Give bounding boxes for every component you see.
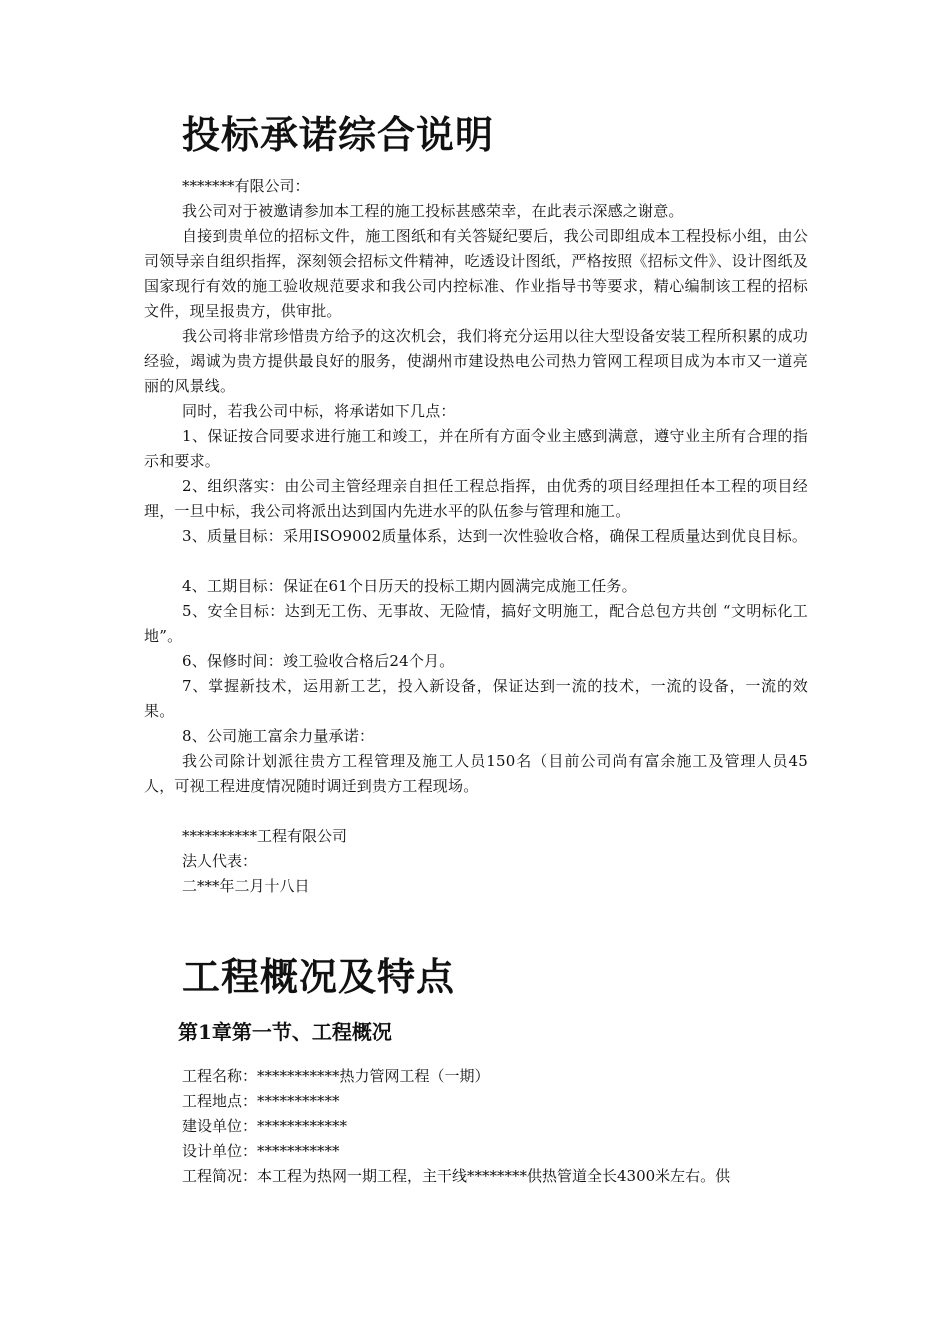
commitment-item-4: 4、工期目标：保证在61个日历天的投标工期内圆满完成施工任务。 (182, 577, 637, 595)
commitment-item-5: 5、安全目标：达到无工伤、无事故、无险情，搞好文明施工，配合总包方共创 “文明标化工地”。 (144, 602, 808, 645)
commitment-item-1: 1、保证按合同要求进行施工和竣工，并在所有方面令业主感到满意，遵守业主所有合理的指示和要求。 (144, 427, 808, 470)
info-project-summary: 工程简况：本工程为热网一期工程，主干线********供热管道全长4300米左右。供 (182, 1167, 731, 1185)
commitment-item-6: 6、保修时间：竣工验收合格后24个月。 (182, 652, 455, 670)
paragraph-commitment-intro: 同时，若我公司中标，将承诺如下几点： (182, 402, 456, 420)
paragraph-opportunity: 我公司将非常珍惜贵方给予的这次机会，我们将充分运用以往大型设备安装工程所积累的成功经验，竭诚为贵方提供最良好的服务，使湖州市建设热电公司热力管网工程项目成为本市又一道亮丽的风景线。 (144, 327, 808, 395)
commitment-item-3: 3、质量目标：采用ISO9002质量体系，达到一次性验收合格，确保工程质量达到优良目标。 (182, 527, 808, 545)
commitment-item-7: 7、掌握新技术，运用新工艺，投入新设备，保证达到一流的技术，一流的设备，一流的效果。 (144, 677, 808, 720)
section-title-bid-commitment: 投标承诺综合说明 (182, 112, 495, 157)
commitment-item-2: 2、组织落实：由公司主管经理亲自担任工程总指挥，由优秀的项目经理担任本工程的项目经理，一旦中标，我公司将派出达到国内先进水平的队伍参与管理和施工。 (144, 477, 808, 520)
section-title-project-overview: 工程概况及特点 (182, 954, 456, 999)
paragraph-staffing: 我公司除计划派往贵方工程管理及施工人员150名（目前公司尚有富余施工及管理人员45人，可视工程进度情况随时调迁到贵方工程现场。 (144, 752, 808, 795)
salutation: *******有限公司： (182, 177, 310, 195)
chapter-title: 第1章第一节、工程概况 (178, 1020, 392, 1044)
commitment-item-8: 8、公司施工富余力量承诺： (182, 727, 375, 745)
info-project-name: 工程名称：***********热力管网工程（一期） (182, 1067, 490, 1085)
info-project-location: 工程地点：*********** (182, 1092, 340, 1110)
info-design-unit: 设计单位：*********** (182, 1142, 340, 1160)
signature-representative: 法人代表： (182, 852, 258, 870)
signature-date: 二***年二月十八日 (182, 877, 310, 895)
paragraph-bid-preparation: 自接到贵单位的招标文件，施工图纸和有关答疑纪要后，我公司即组成本工程投标小组，由公司领导亲自组织指挥，深刻领会招标文件精神，吃透设计图纸，严格按照《招标文件》、设计图纸及国家现行有效的施工验收规范要求和我公司内控标准、作业指导书等要求，精心编制该工程的招标文件，现呈报贵方，供审批。 (144, 227, 808, 320)
paragraph-thanks: 我公司对于被邀请参加本工程的施工投标甚感荣幸，在此表示深感之谢意。 (182, 202, 684, 220)
info-construction-unit: 建设单位：************ (182, 1117, 348, 1135)
signature-company: **********工程有限公司 (182, 827, 348, 845)
